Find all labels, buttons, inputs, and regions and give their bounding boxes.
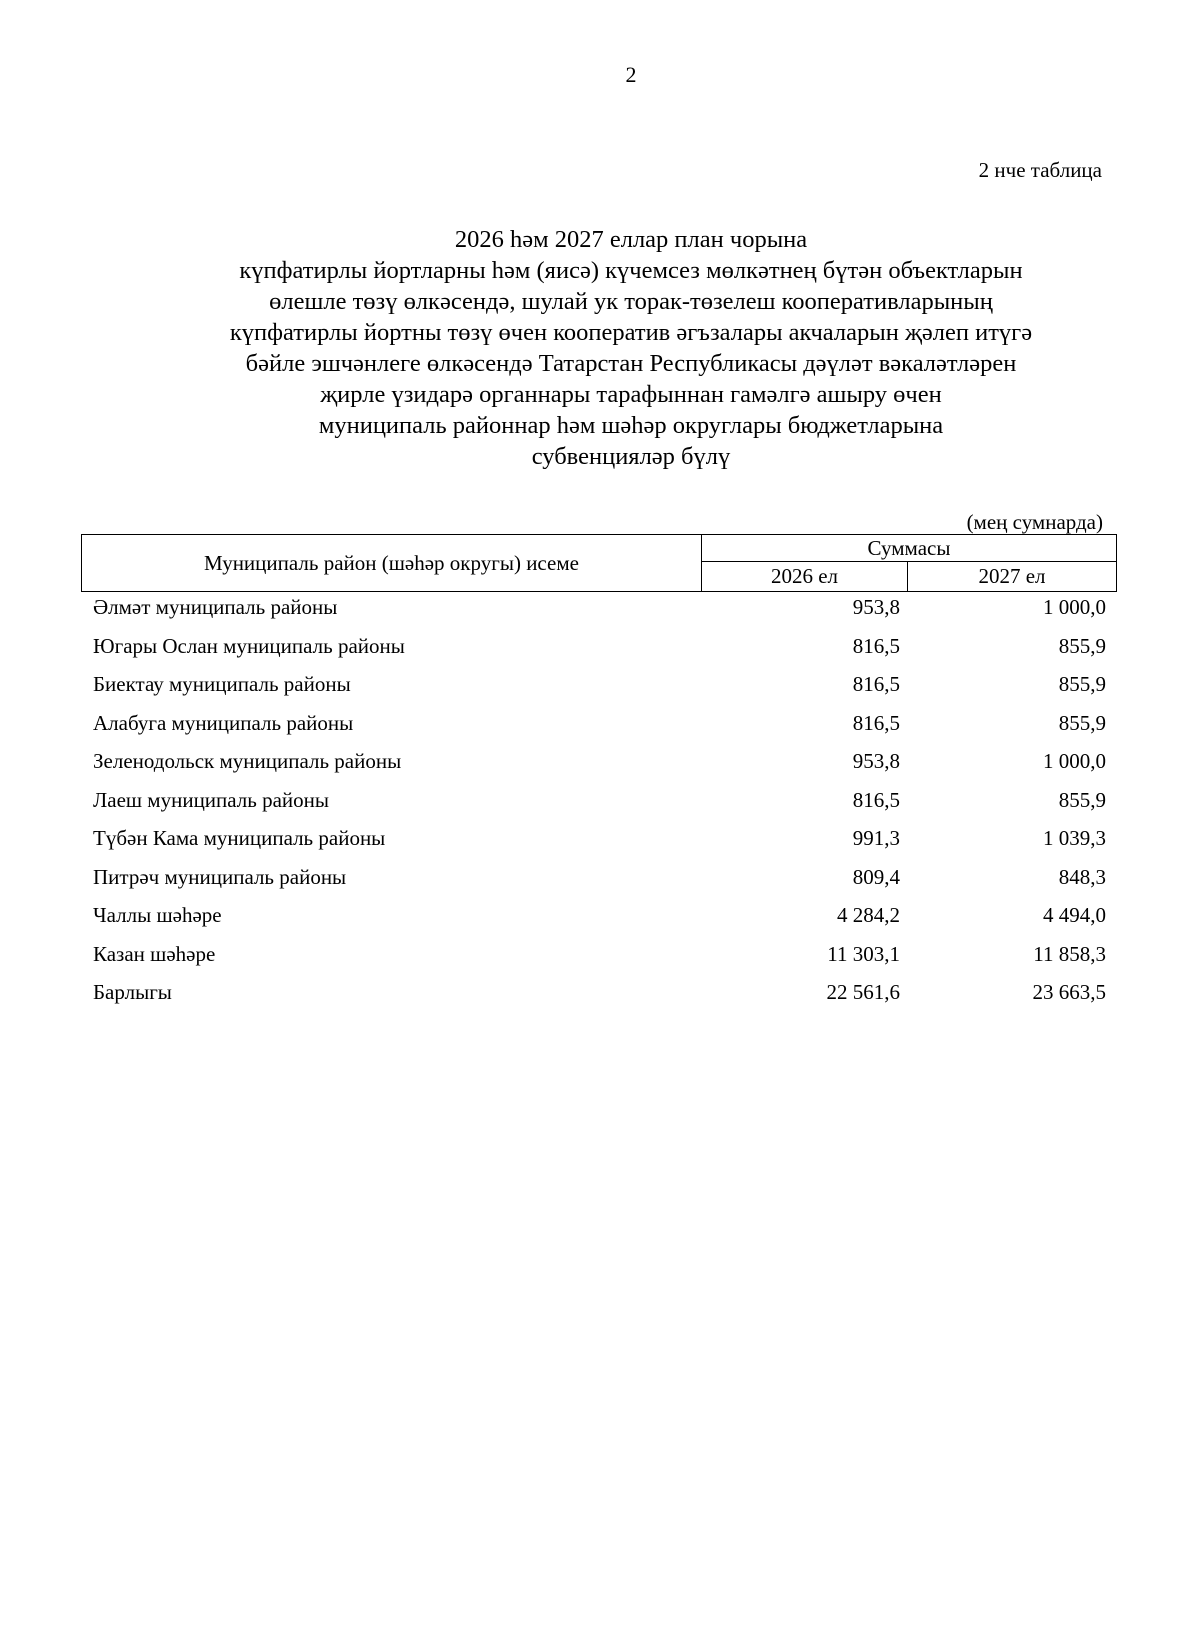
table-row xyxy=(0,742,1200,781)
title-line: субвенцияләр бүлү xyxy=(531,443,731,470)
row-value-2026: 953,8 xyxy=(852,595,900,619)
title-line: җирле үзидарә органнары тарафыннан гамәлгә ашыру өчен xyxy=(320,381,942,408)
title-line: күпфатирлы йортны төзү өчен кооператив әгъзалары акчаларын җәлеп итүгә xyxy=(229,319,1033,346)
table-row xyxy=(0,626,1200,665)
row-value-2026: 22 561,6 xyxy=(826,980,900,1004)
row-name: Чаллы шәһәре xyxy=(93,903,222,927)
row-name: Түбән Кама муниципаль районы xyxy=(93,826,386,850)
title-line: 2026 һәм 2027 еллар план чорына xyxy=(454,226,808,253)
row-value-2027: 23 663,5 xyxy=(1032,980,1106,1004)
row-name: Югары Ослан муниципаль районы xyxy=(93,633,405,658)
row-name: Питрәч муниципаль районы xyxy=(93,864,347,889)
row-value-2027: 848,3 xyxy=(1058,864,1106,889)
row-value-2027: 1 000,0 xyxy=(1043,595,1106,619)
row-name: Барлыгы xyxy=(93,980,172,1004)
document-title xyxy=(150,224,1112,472)
table-row xyxy=(0,780,1200,819)
row-name: Казан шәһәре xyxy=(93,941,216,966)
row-value-2027: 11 858,3 xyxy=(1033,941,1106,966)
row-value-2027: 855,9 xyxy=(1058,633,1106,658)
row-value-2026: 816,5 xyxy=(852,787,900,812)
row-value-2026: 991,3 xyxy=(852,826,900,850)
row-name: Зеленодольск муниципаль районы xyxy=(93,749,402,773)
row-name: Әлмәт муниципаль районы xyxy=(93,595,338,619)
row-value-2026: 809,4 xyxy=(852,864,900,889)
row-value-2027: 1 000,0 xyxy=(1043,749,1106,773)
table-row xyxy=(0,896,1200,935)
row-value-2027: 855,9 xyxy=(1058,710,1106,735)
table-row xyxy=(0,665,1200,704)
row-value-2026: 816,5 xyxy=(852,710,900,735)
row-value-2027: 1 039,3 xyxy=(1043,826,1106,850)
title-line: бәйле эшчәнлеге өлкәсендә Татарстан Республикасы дәүләт вәкаләтләрен xyxy=(245,350,1017,377)
title-line: күпфатирлы йортларны һәм (яисә) күчемсез мөлкәтнең бүтән объектларын xyxy=(239,257,1023,284)
row-value-2026: 816,5 xyxy=(852,672,900,696)
header-year-2027: 2027 ел xyxy=(978,564,1046,588)
row-value-2026: 953,8 xyxy=(852,749,900,773)
row-value-2027: 855,9 xyxy=(1058,787,1106,812)
row-value-2026: 816,5 xyxy=(852,633,900,658)
table-row xyxy=(0,857,1200,896)
row-name: Биектау муниципаль районы xyxy=(93,672,351,696)
row-name: Алабуга муниципаль районы xyxy=(93,710,354,735)
table-body xyxy=(0,592,1200,1011)
row-name: Лаеш муниципаль районы xyxy=(93,787,330,812)
header-name-column: Муниципаль район (шәһәр округы) исеме xyxy=(82,535,702,591)
row-value-2026: 4 284,2 xyxy=(837,903,900,927)
table-row xyxy=(0,934,1200,973)
table-row xyxy=(0,819,1200,858)
title-line: муниципаль районнар һәм шәһәр округлары бюджетларына xyxy=(318,412,944,439)
table-caption: 2 нче таблица xyxy=(978,158,1102,182)
row-value-2027: 855,9 xyxy=(1058,672,1106,696)
table-row-total xyxy=(0,973,1200,1012)
header-sums-column: Суммасы xyxy=(702,535,1116,562)
row-value-2026: 11 303,1 xyxy=(827,941,900,966)
table-row xyxy=(0,592,1200,626)
table-row xyxy=(0,703,1200,742)
units-note: (мең сумнарда) xyxy=(966,510,1103,534)
title-line: өлешле төзү өлкәсендә, шулай ук торак-төзелеш кооперативларының xyxy=(269,288,993,315)
row-value-2027: 4 494,0 xyxy=(1043,903,1106,927)
header-year-2026: 2026 ел xyxy=(702,562,908,591)
page-number: 2 xyxy=(625,62,637,87)
table-header xyxy=(81,534,1117,592)
